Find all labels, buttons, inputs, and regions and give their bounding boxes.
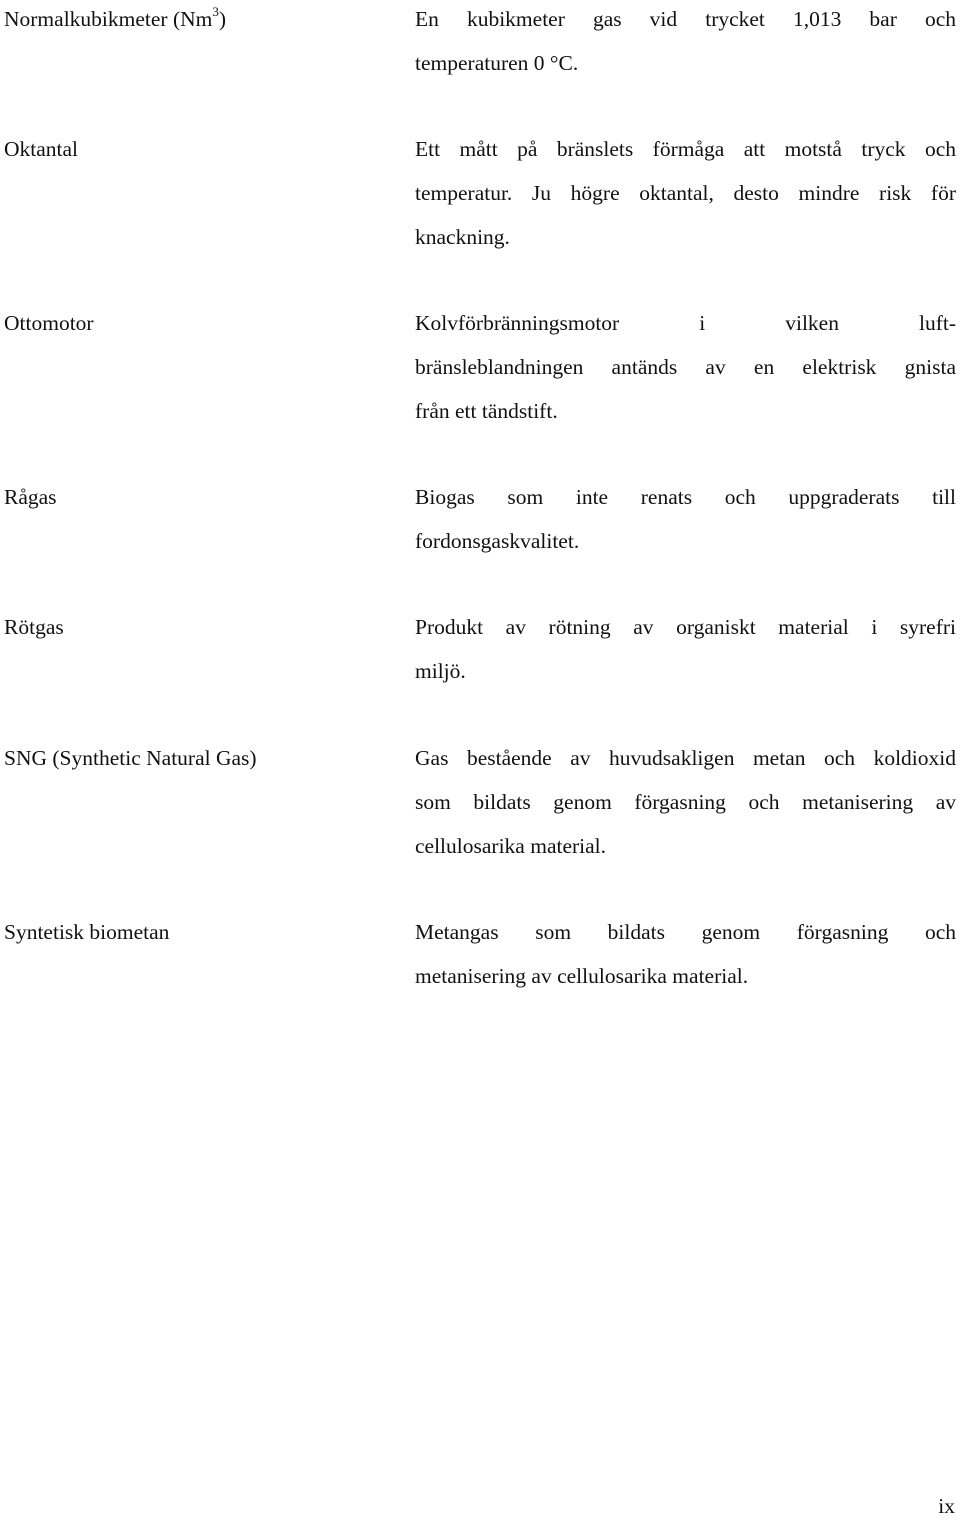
definition-line: miljö.	[415, 659, 466, 683]
glossary-definition	[415, 0, 956, 85]
glossary-definition	[415, 605, 956, 693]
glossary-term	[4, 0, 226, 41]
definition-line: Biogas som inte renats och uppgraderats till	[415, 485, 956, 509]
definition-line: Kolvförbränningsmotor i vilken luft-	[415, 311, 956, 335]
definition-line: knackning.	[415, 225, 510, 249]
glossary-term: Ottomotor	[4, 311, 94, 335]
definition-line: Produkt av rötning av organiskt material i syrefri	[415, 615, 956, 639]
term-suffix: )	[218, 7, 227, 31]
page-number: ix	[938, 1494, 955, 1518]
definition-line: som bildats genom förgasning och metanisering av	[415, 790, 956, 814]
glossary-definition	[415, 127, 956, 259]
glossary-term: Oktantal	[4, 137, 79, 161]
definition-line: metanisering av cellulosarika material.	[415, 964, 749, 988]
glossary-definition	[415, 910, 956, 998]
glossary-definition	[415, 736, 956, 868]
definition-line: bränsleblandningen antänds av en elektrisk gnista	[415, 355, 956, 379]
term-text: Normalkubikmeter (Nm	[4, 7, 213, 31]
glossary-definition	[415, 475, 956, 563]
definition-line: Ett mått på bränslets förmåga att motstå tryck och	[415, 137, 956, 161]
glossary-definition	[415, 301, 956, 433]
definition-line: temperaturen 0 °C.	[415, 51, 579, 75]
definition-line: temperatur. Ju högre oktantal, desto mindre risk för	[415, 181, 956, 205]
definition-line: fordonsgaskvalitet.	[415, 529, 580, 553]
definition-line: cellulosarika material.	[415, 834, 607, 858]
definition-line: från ett tändstift.	[415, 399, 558, 423]
superscript: 3	[212, 3, 219, 19]
definition-line: En kubikmeter gas vid trycket 1,013 bar och	[415, 7, 956, 31]
glossary-term: Rågas	[4, 485, 57, 509]
glossary-term: Rötgas	[4, 615, 64, 639]
glossary-term: Syntetisk biometan	[4, 920, 170, 944]
definition-line: Gas bestående av huvudsakligen metan och koldioxid	[415, 746, 956, 770]
definition-line: Metangas som bildats genom förgasning och	[415, 920, 956, 944]
glossary-term: SNG (Synthetic Natural Gas)	[4, 746, 257, 770]
